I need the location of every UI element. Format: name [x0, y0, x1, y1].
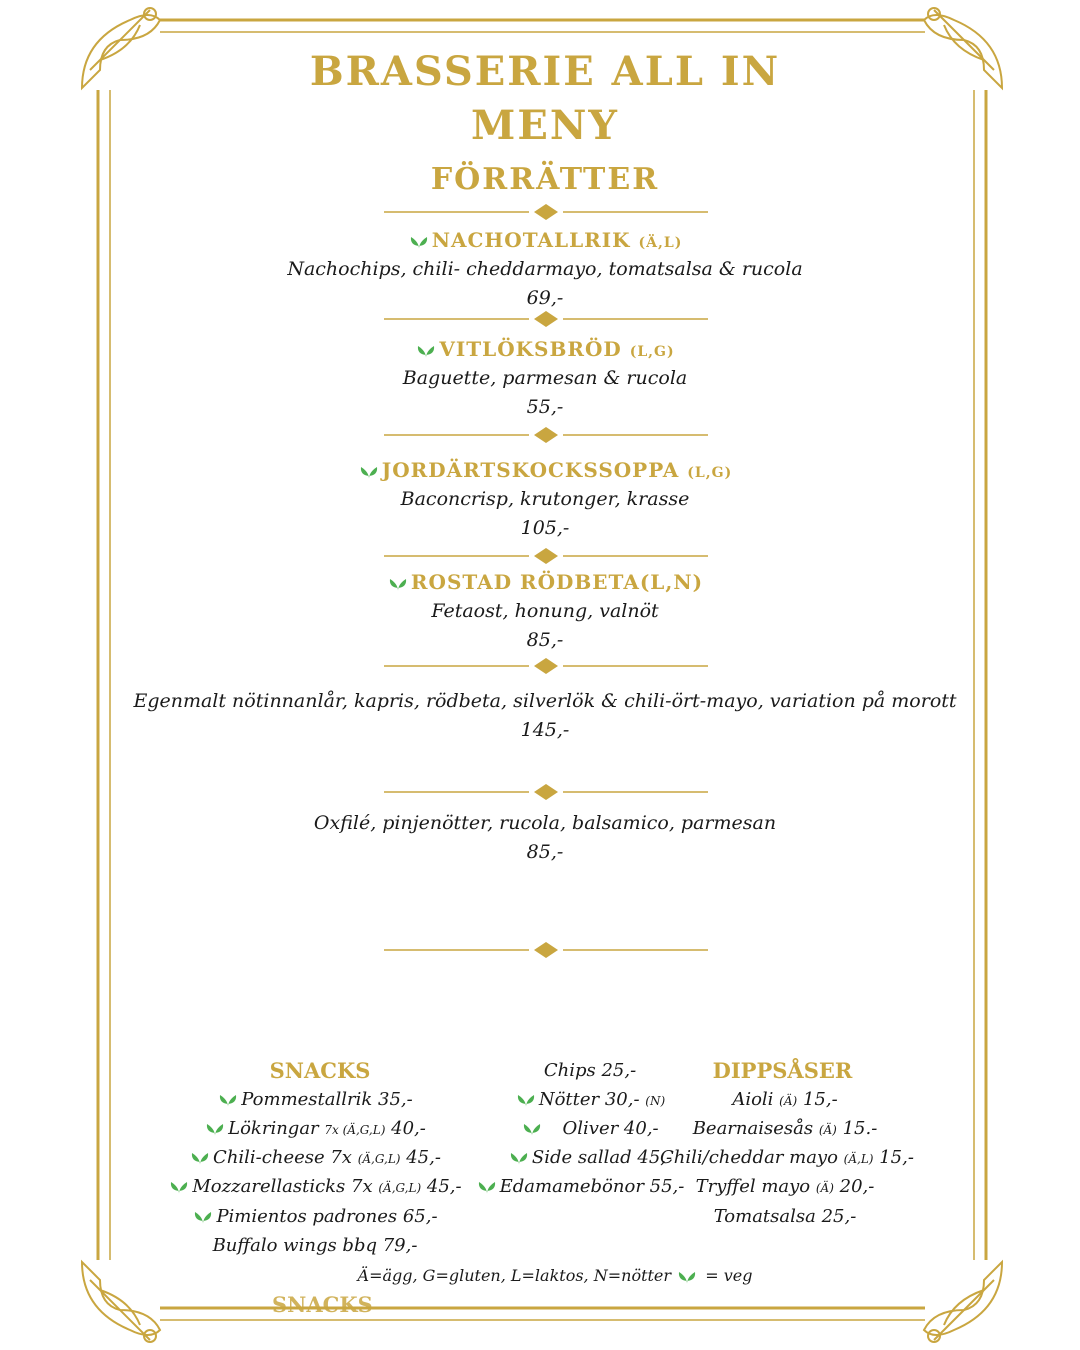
menu-item — [0, 228, 1080, 312]
dip-price: 20,- — [839, 1176, 875, 1197]
dips-heading: DIPPSÅSER — [712, 1058, 853, 1083]
section-title-starters: FÖRRÄTTER — [430, 162, 660, 197]
item-price: 55,- — [526, 396, 564, 418]
menu-item — [0, 458, 1080, 542]
veg-leaf-icon — [204, 1121, 226, 1137]
divider-ornament — [384, 658, 708, 674]
item-name — [0, 228, 1080, 252]
allergen-info: (N) — [645, 1094, 666, 1108]
veg-leaf-icon — [476, 1179, 498, 1195]
allergen-info: (Ä) — [818, 1123, 837, 1137]
allergen-info: (Ä,G,L) — [378, 1181, 422, 1195]
veg-leaf-icon — [508, 1150, 530, 1166]
allergen-info: (L,G) — [629, 344, 675, 360]
veg-leaf-icon — [415, 343, 437, 359]
veg-leaf-icon — [676, 1269, 698, 1285]
dip-text: Tomatsalsa 25,- — [713, 1206, 857, 1227]
snack-item — [150, 1234, 480, 1258]
snack-price: 45,- — [426, 1176, 462, 1197]
item-price: 85,- — [526, 841, 564, 863]
item-price: 145,- — [520, 719, 570, 741]
item-description: Baguette, parmesan & rucola — [402, 367, 688, 389]
veg-leaf-icon — [189, 1150, 211, 1166]
snack-price: 45,- — [406, 1147, 441, 1168]
snack-text: Pimientos padrones 65,- — [216, 1206, 438, 1227]
dip-item — [660, 1175, 910, 1200]
snack-text: Side sallad 45,- — [531, 1147, 673, 1168]
veg-leaf-icon — [408, 234, 430, 250]
allergen-info: (Ä,L) — [638, 235, 683, 251]
veg-leaf-icon — [387, 576, 409, 592]
allergen-info: (Ä) — [815, 1181, 834, 1195]
divider-ornament — [384, 784, 708, 800]
item-description: Nachochips, chili- cheddarmayo, tomatsalsa & rucola — [287, 258, 803, 280]
item-description: Baconcrisp, krutonger, krasse — [400, 488, 690, 510]
snack-text: Edamamebönor 55,- — [499, 1176, 685, 1197]
restaurant-name: BRASSERIE ALL IN — [309, 48, 781, 95]
snack-text: Mozzarellasticks 7x — [192, 1176, 373, 1197]
dip-item — [660, 1146, 914, 1171]
item-description: Fetaost, honung, valnöt — [431, 600, 659, 622]
snack-text: Lökringar — [228, 1118, 319, 1139]
divider-ornament — [384, 204, 708, 220]
snack-text: Nötter 30,- — [538, 1089, 640, 1110]
item-name — [0, 570, 1080, 594]
dip-item — [660, 1117, 910, 1142]
allergen-info: (Ä,G,L) — [357, 1152, 401, 1166]
allergen-info: (L,G) — [687, 465, 733, 481]
snack-item — [150, 1205, 480, 1229]
item-name — [0, 337, 1080, 361]
divider-ornament — [384, 548, 708, 564]
menu-item — [0, 337, 1080, 421]
allergen-legend — [0, 1266, 1080, 1285]
snack-item — [470, 1059, 710, 1083]
snack-item — [150, 1088, 480, 1112]
item-description: Oxfilé, pinjenötter, rucola, balsamico, parmesan — [313, 812, 777, 834]
dip-text: Chili/cheddar mayo — [660, 1147, 838, 1168]
dip-text: Bearnaisesås — [692, 1118, 814, 1139]
snack-item — [150, 1146, 480, 1171]
veg-leaf-icon — [192, 1209, 214, 1225]
dip-price: 15,- — [879, 1147, 914, 1168]
veg-leaf-icon — [521, 1121, 543, 1137]
item-price: 85,- — [526, 629, 564, 651]
allergen-info: 7x (Ä,G,L) — [324, 1123, 386, 1137]
item-name — [0, 458, 1080, 482]
dip-text: Aioli — [732, 1089, 774, 1110]
snack-text: Chili-cheese 7x — [213, 1147, 352, 1168]
veg-leaf-icon — [168, 1179, 190, 1195]
divider-ornament — [384, 942, 708, 958]
veg-leaf-icon — [217, 1092, 239, 1108]
snacks-heading: SNACKS — [269, 1058, 371, 1083]
item-name-text: VITLÖKSBRÖD — [439, 337, 622, 361]
divider-ornament — [384, 427, 708, 443]
veg-leaf-icon — [358, 464, 380, 480]
legend-text: Ä=ägg, G=gluten, L=laktos, N=nötter — [357, 1266, 672, 1285]
menu-item — [0, 684, 1080, 744]
snack-text: Oliver 40,- — [545, 1118, 659, 1139]
snack-item — [150, 1175, 480, 1200]
veg-leaf-icon — [515, 1092, 537, 1108]
allergen-info: (Ä) — [779, 1094, 798, 1108]
menu-title: MENY — [471, 102, 619, 149]
legend-veg-label: = veg — [705, 1266, 753, 1285]
snack-text: Pommestallrik 35,- — [241, 1089, 413, 1110]
dip-text: Tryffel mayo — [695, 1176, 811, 1197]
snack-text: Chips 25,- — [543, 1060, 637, 1081]
divider-ornament — [384, 311, 708, 327]
item-name-text: NACHOTALLRIK — [431, 228, 631, 252]
dip-price: 15.- — [842, 1118, 878, 1139]
menu-item — [0, 806, 1080, 866]
snack-item — [150, 1117, 480, 1142]
item-name-text: ROSTAD RÖDBETA(L,N) — [410, 570, 704, 594]
menu-item — [0, 570, 1080, 654]
dip-price: 15,- — [802, 1089, 838, 1110]
faded-snacks-heading: SNACKS — [272, 1292, 373, 1317]
item-price: 105,- — [520, 517, 570, 539]
dip-item — [660, 1205, 910, 1229]
item-name-text: JORDÄRTSKOCKSSOPPA — [381, 458, 680, 482]
snack-price: 40,- — [391, 1118, 426, 1139]
allergen-info: (Ä,L) — [843, 1152, 874, 1166]
snack-text: Buffalo wings bbq 79,- — [212, 1235, 418, 1256]
item-price: 69,- — [526, 287, 564, 309]
dip-item — [660, 1088, 910, 1113]
item-description: Egenmalt nötinnanlår, kapris, rödbeta, silverlök & chili-ört-mayo, variation på morott — [133, 690, 957, 712]
